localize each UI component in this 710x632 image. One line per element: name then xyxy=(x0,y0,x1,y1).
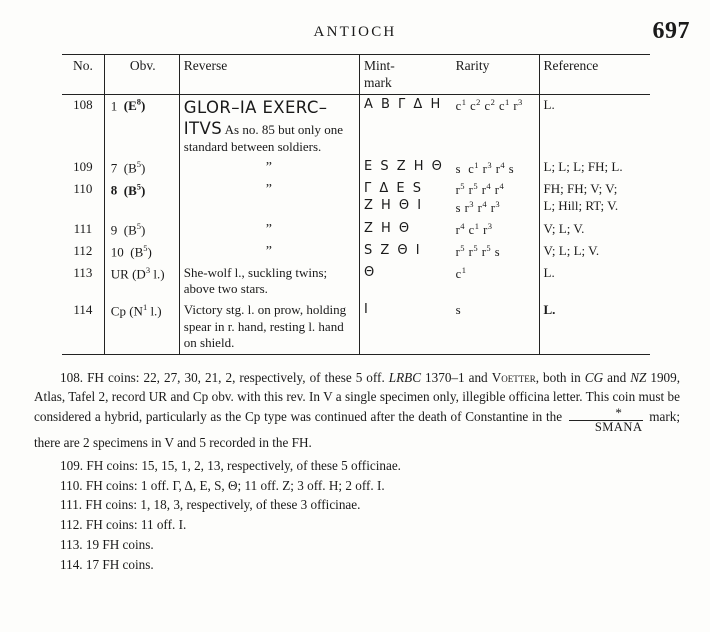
cell-no: 109 xyxy=(73,159,93,175)
mintmark-header-line1: Mint- xyxy=(363,58,395,73)
footnote-108-smallcaps1: Voetter xyxy=(491,369,536,385)
cell-rarity: s xyxy=(455,302,461,318)
cell-no: 110 xyxy=(73,181,93,197)
column-header-reverse: Reverse xyxy=(179,55,359,94)
table-row xyxy=(62,241,650,263)
footnote-108-text4: and xyxy=(603,369,631,385)
page-number: 697 xyxy=(652,18,690,44)
cell-no: 108 xyxy=(73,96,93,112)
cell-obv: 9 $(B^5)$ xyxy=(104,219,179,241)
ditto-mark: ” xyxy=(265,160,273,176)
mintmark-line2: Z H Θ I xyxy=(363,197,424,213)
cell-obv: Cp ($N^1$ l.) xyxy=(104,300,179,354)
footnote-108-italic3: NZ xyxy=(630,369,647,385)
table-row xyxy=(62,300,650,354)
reverse-legend-line1: GLOR–IA EXERC– xyxy=(183,97,328,117)
mintmark-fraction-numerator: * xyxy=(615,405,622,421)
mintmark-header-line2: mark xyxy=(363,75,392,91)
cell-reverse xyxy=(179,241,359,263)
table-header-row xyxy=(62,55,650,94)
cell-reverse xyxy=(179,179,359,219)
cell-reference: L. xyxy=(539,94,650,157)
cell-reverse: Victory stg. l. on prow, holding spear in r. hand, resting l. hand on shield. xyxy=(179,300,359,354)
cell-no: 112 xyxy=(73,242,93,258)
table-row xyxy=(62,263,650,300)
mintmark-fraction xyxy=(569,406,643,434)
cell-reverse xyxy=(179,157,359,179)
footnote-108 xyxy=(34,369,680,453)
footnote-110: 110. FH coins: 1 off. Γ, Δ, Ε, S, Θ; 11 off. Z; 3 off. H; 2 off. I. xyxy=(60,477,385,493)
mintmark-line1: Γ Δ Ε S xyxy=(363,181,423,197)
ditto-mark: ” xyxy=(265,243,273,259)
cell-reference: L. xyxy=(539,300,650,354)
cell-reverse xyxy=(179,94,359,157)
column-header-reference: Reference xyxy=(539,55,650,94)
coin-table xyxy=(62,54,650,355)
cell-rarity: $c^1$ $c^2$ $c^2$ $c^1$ $r^3$ xyxy=(455,96,523,113)
footnote-108-text6: mark; there are 2 specimens in V and 5 recorded in the FH. xyxy=(34,409,680,451)
cell-mintmark: A B Γ Δ H xyxy=(359,94,451,157)
ditto-mark: ” xyxy=(265,221,273,237)
footnote-108-text1: FH coins: 22, 27, 30, 21, 2, respectively, of these 5 off. xyxy=(83,369,389,385)
cell-rarity: $c^1$ xyxy=(455,264,467,281)
cell-reverse: She-wolf l., suckling twins; above two stars. xyxy=(179,263,359,300)
footnote-108-text3: , both in xyxy=(535,369,585,385)
footnote-109: 109. FH coins: 15, 15, 1, 2, 13, respectively, of these 5 officinae. xyxy=(60,457,401,473)
cell-obv: 1 $(E^8)$ xyxy=(104,94,179,157)
table-row xyxy=(62,157,650,179)
cell-mintmark: Ε S Z H Θ xyxy=(359,157,451,179)
footnote-111: 111. FH coins: 1, 18, 3, respectively, of these 3 officinae. xyxy=(60,497,361,513)
cell-mintmark: S Z Θ I xyxy=(359,241,451,263)
reference-line1: FH; FH; V; V; xyxy=(543,181,618,197)
cell-reference xyxy=(539,179,650,219)
footnote-108-text2: 1370–1 and xyxy=(421,369,492,385)
ditto-mark: ” xyxy=(265,182,273,198)
cell-no: 111 xyxy=(73,220,93,236)
cell-mintmark: Θ xyxy=(359,263,451,300)
column-header-no: No. xyxy=(62,55,104,94)
cell-reference: L; L; L; FH; L. xyxy=(539,157,650,179)
cell-reference: L. xyxy=(539,263,650,300)
footnote-112: 112. FH coins: 11 off. I. xyxy=(60,517,187,533)
cell-obv: 8 $(B^5)$ xyxy=(104,179,179,219)
reverse-description: As no. 85 but only one standard between soldiers. xyxy=(183,121,344,154)
cell-no: 113 xyxy=(73,264,93,280)
table-row xyxy=(62,179,650,219)
mintmark-fraction-denominator: SMANA xyxy=(594,420,643,435)
column-header-obv: Obv. xyxy=(104,55,179,94)
footnotes xyxy=(34,369,680,574)
footnote-114: 114. 17 FH coins. xyxy=(60,556,154,572)
page-header xyxy=(0,0,710,46)
cell-rarity: $r^5$ $r^5$ $r^4$ $r^4$ s $r^3$ $r^4$ $r^3$ xyxy=(455,181,505,216)
cell-reference: V; L; L; V. xyxy=(539,241,650,263)
reference-line2: L; Hill; RT; V. xyxy=(543,197,619,213)
table-row xyxy=(62,94,650,157)
cell-mintmark: Z H Θ xyxy=(359,219,451,241)
cell-rarity: $r^5$ $r^5$ $r^5$ s xyxy=(455,242,501,259)
running-head: ANTIOCH xyxy=(313,24,397,40)
footnote-113: 113. 19 FH coins. xyxy=(60,536,154,552)
cell-obv: 7 $(B^5)$ xyxy=(104,157,179,179)
cell-reverse xyxy=(179,219,359,241)
cell-mintmark: I xyxy=(359,300,451,354)
cell-rarity: $r^4$ $c^1$ $r^3$ xyxy=(455,220,493,238)
cell-obv: UR ($D^3$ l.) xyxy=(104,263,179,300)
column-header-mintmark xyxy=(359,55,451,94)
cell-reference: V; L; V. xyxy=(539,219,650,241)
column-header-rarity: Rarity xyxy=(452,55,539,94)
cell-rarity: s $c^1$ $r^3$ $r^4$ s xyxy=(455,159,515,176)
footnote-108-text5: 1909, Atlas, Tafel 2, record UR and Cp obv. with this rev. In V a single specimen only, illegible officina letter. This coin must be considered a hybrid, particularly as the Cp type was continued after the death of Constantine in the xyxy=(34,369,681,425)
cell-no: 114 xyxy=(73,302,93,318)
footnote-108-number: 108. xyxy=(60,369,84,385)
cell-obv: 10 $(B^5)$ xyxy=(104,241,179,263)
footnote-108-italic2: CG xyxy=(584,369,604,385)
table-row xyxy=(62,219,650,241)
footnote-108-italic1: LRBC xyxy=(388,369,422,385)
reverse-legend-line2: ITVS xyxy=(183,118,223,138)
cell-mintmark xyxy=(359,179,451,219)
